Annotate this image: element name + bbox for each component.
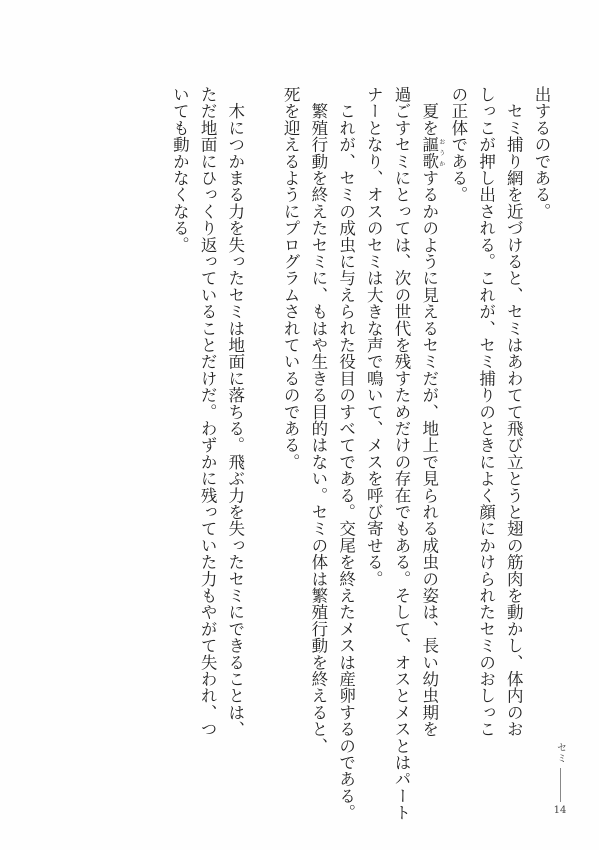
text-line: ただ地面にひっくり返っていることだけだ。わずかに残っていた力もやがて失われ、つ — [198, 86, 218, 738]
text-line: 木につかまる力を失ったセミは地面に落ちる。飛ぶ力を失ったセミにできることは、 — [225, 86, 245, 738]
text-line: 繁殖行動を終えたセミに、もはや生きる目的はない。セミの体は繁殖行動を終えると、 — [308, 86, 328, 754]
footer-rule — [560, 768, 561, 802]
text-line: 出するのである。 — [532, 86, 551, 220]
text-line: セミ捕り網を近づけると、セミはあわてて飛び立とうと翅の筋肉を動かし、体内のお — [504, 86, 524, 738]
text-line: いても動かなくなる。 — [170, 86, 190, 253]
ruby-word — [419, 136, 445, 170]
text-line: 過ごすセミにとっては、次の世代を残すためだけの存在でもある。そして、オスとメスとはパート — [391, 86, 411, 821]
text-segment: するかのように見えるセミだが、地上で見られる成虫の姿は、長い幼虫期を — [419, 169, 439, 738]
ruby-base: 謳歌 — [419, 136, 439, 170]
text-segment: 夏を — [419, 86, 439, 137]
page-number: 14 — [553, 805, 567, 816]
ruby-reading: おうか — [437, 136, 445, 170]
text-line: ナーとなり、オスのセミは大きな声で鳴いて、メスを呼び寄せる。 — [364, 86, 384, 587]
paragraph-gap — [249, 86, 277, 786]
text-line: 死を迎えるようにプログラムされているのである。 — [281, 86, 301, 471]
text-line: しっこが押し出される。これが、セミ捕りのときによく顔にかけられたセミのおしっこ — [476, 86, 496, 738]
body-text — [166, 86, 555, 821]
running-footer — [548, 742, 572, 816]
text-line-with-ruby — [415, 86, 444, 786]
text-line: これが、セミの成虫に与えられた役目のすべてである。交尾を終えたメスは産卵するのである。 — [336, 86, 356, 821]
text-line: の正体である。 — [448, 86, 468, 203]
chapter-title: セミ — [554, 742, 566, 764]
